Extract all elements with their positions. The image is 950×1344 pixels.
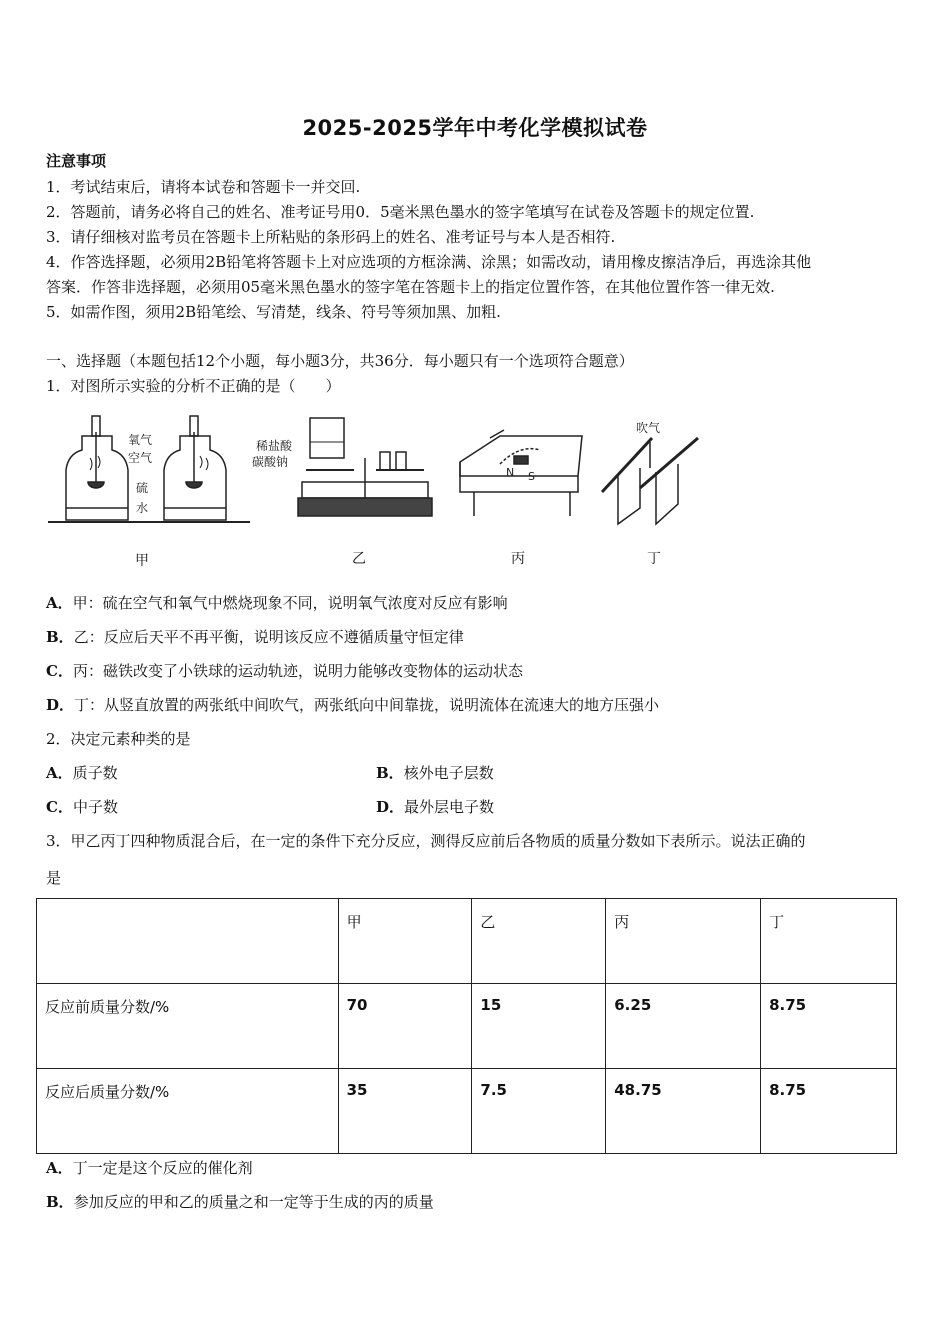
balance-icon — [298, 418, 432, 516]
table-cell: 48.75 — [606, 1069, 761, 1154]
table-cell: 15 — [472, 984, 606, 1069]
table-cell: 8.75 — [761, 984, 897, 1069]
table-row — [37, 1069, 897, 1154]
question-2-stem: 2．决定元素种类的是 — [46, 730, 191, 748]
fig-label-blow: 吹气 — [636, 421, 661, 435]
table-header-row — [37, 899, 897, 984]
fig-label-north: N — [506, 466, 515, 479]
caption-bing: 丙 — [511, 551, 525, 567]
notice-item: 3．请仔细核对监考员在答题卡上所粘贴的条形码上的姓名、准考证号与本人是否相符. — [46, 228, 616, 246]
table-header-cell: 丙 — [606, 899, 761, 984]
q2-option-c: C．中子数 — [46, 798, 118, 816]
jar-right-icon — [164, 416, 226, 520]
table-cell: 7.5 — [472, 1069, 606, 1154]
paper-sheets-icon — [602, 438, 698, 524]
table-cell: 6.25 — [606, 984, 761, 1069]
experiment-figure — [40, 412, 720, 532]
caption-yi: 乙 — [352, 551, 366, 567]
mass-fraction-table — [36, 898, 897, 1154]
question-1-stem: 1．对图所示实验的分析不正确的是（ ） — [46, 377, 341, 395]
page-title: 2025-2025学年中考化学模拟试卷 — [302, 116, 648, 140]
q2-option-a: A．质子数 — [46, 764, 118, 782]
table-cell — [37, 899, 339, 984]
fig-label-water: 水 — [136, 501, 149, 515]
caption-jia: 甲 — [135, 553, 149, 569]
caption-ding: 丁 — [647, 551, 661, 567]
q1-option-d: D．丁：从竖直放置的两张纸中间吹气，两张纸向中间靠拢，说明流体在流速大的地方压强小 — [46, 696, 660, 714]
table-cell: 8.75 — [761, 1069, 897, 1154]
notice-heading: 注意事项 — [46, 152, 107, 170]
table-header-cell: 丁 — [761, 899, 897, 984]
question-3-stem: 3．甲乙丙丁四种物质混合后，在一定的条件下充分反应，测得反应前后各物质的质量分数如下表所示。说法正确的 — [46, 832, 806, 850]
fig-label-sodium-carbonate: 碳酸钠 — [252, 455, 289, 469]
table-cell: 35 — [338, 1069, 472, 1154]
fig-label-air: 空气 — [128, 451, 153, 465]
fig-label-sulfur: 硫 — [136, 481, 149, 495]
table-header-cell: 甲 — [338, 899, 472, 984]
fig-label-acid: 稀盐酸 — [256, 439, 293, 453]
magnet-tray-icon — [460, 430, 582, 516]
section-heading: 一、选择题（本题包括12个小题，每小题3分，共36分．每小题只有一个选项符合题意） — [46, 352, 634, 370]
q1-option-a: A．甲：硫在空气和氧气中燃烧现象不同，说明氧气浓度对反应有影响 — [46, 594, 508, 612]
fig-label-south: S — [528, 470, 535, 483]
notice-item: 4．作答选择题，必须用2B铅笔将答题卡上对应选项的方框涂满、涂黑；如需改动，请用橡皮擦洁净后，再选涂其他 — [46, 253, 812, 271]
notice-item: 2．答题前，请务必将自己的姓名、准考证号用0．5毫米黑色墨水的签字笔填写在试卷及答题卡的规定位置. — [46, 203, 755, 221]
notice-item: 答案．作答非选择题，必须用05毫米黑色墨水的签字笔在答题卡上的指定位置作答，在其他位置作答一律无效. — [46, 278, 775, 296]
question-3-stem-cont: 是 — [46, 869, 62, 887]
fig-label-oxygen: 氧气 — [128, 433, 153, 447]
notice-item: 5．如需作图，须用2B铅笔绘、写清楚，线条、符号等须加黑、加粗. — [46, 303, 501, 321]
q1-option-b: B．乙：反应后天平不再平衡，说明该反应不遵循质量守恒定律 — [46, 628, 464, 646]
table-row-label: 反应后质量分数/% — [37, 1069, 339, 1154]
jar-left-icon — [66, 416, 128, 520]
table-row — [37, 984, 897, 1069]
table-header-cell: 乙 — [472, 899, 606, 984]
table-row-label: 反应前质量分数/% — [37, 984, 339, 1069]
q2-option-d: D．最外层电子数 — [376, 798, 495, 816]
q2-option-b: B．核外电子层数 — [376, 764, 494, 782]
table-cell: 70 — [338, 984, 472, 1069]
q3-option-b: B．参加反应的甲和乙的质量之和一定等于生成的丙的质量 — [46, 1193, 434, 1211]
notice-item: 1．考试结束后，请将本试卷和答题卡一并交回. — [46, 178, 361, 196]
q1-option-c: C．丙：磁铁改变了小铁球的运动轨迹，说明力能够改变物体的运动状态 — [46, 662, 523, 680]
q3-option-a: A．丁一定是这个反应的催化剂 — [46, 1159, 253, 1177]
